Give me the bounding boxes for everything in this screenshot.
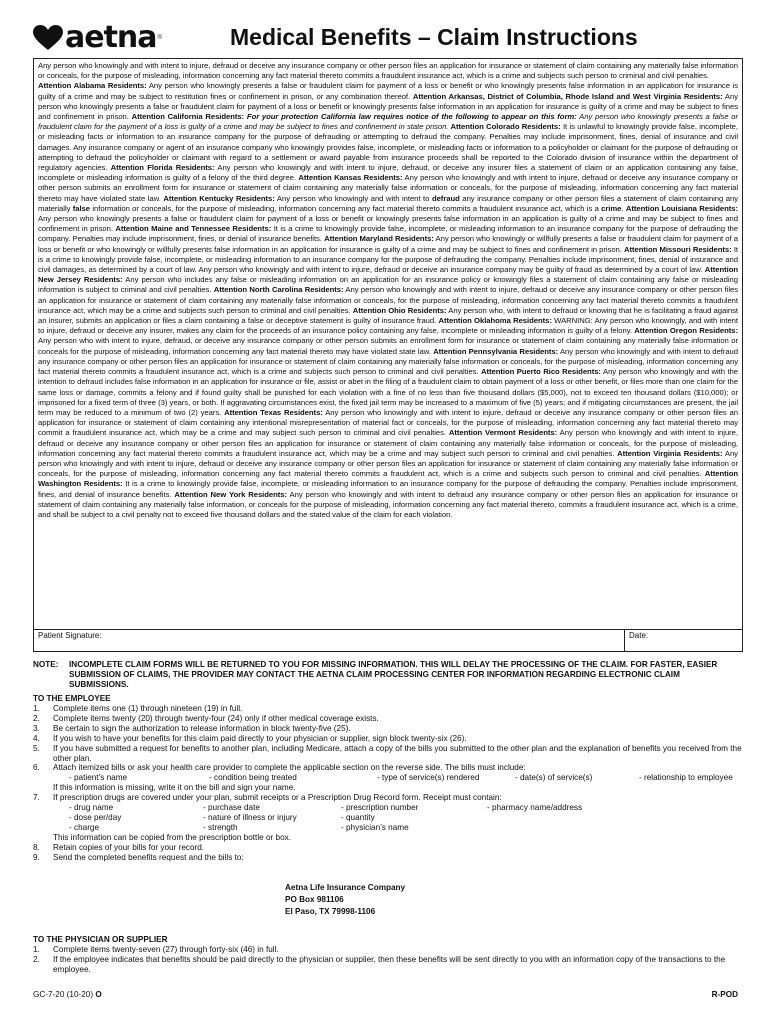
state-heading-pennsylvania: Attention Pennsylvania Residents: xyxy=(433,346,559,356)
state-text-louisiana: Any person who knowingly presents a false or fraudulent claim for payment of a loss or benefit or knowingly presents false information in an application is guilty of a crime and may be subject to fines and confinement in prison. xyxy=(38,214,738,234)
state-heading-north-carolina: Attention North Carolina Residents: xyxy=(213,285,344,295)
state-text-oklahoma: WARNING: Any person who knowingly, and with intent to injure, defraud or deceive any insurer, makes any claim for the proceeds of an insurance policy containing any false, incomplete or misleading information is guilty of a felony. xyxy=(38,316,738,336)
state-heading-oklahoma: Attention Oklahoma Residents: xyxy=(438,316,552,326)
bill-field: - patient’s name xyxy=(69,773,128,783)
state-text-california: Any person who knowingly presents a false or fraudulent claim for the payment of a loss is guilty of a crime and may be subject to fines and confinement in state prison. xyxy=(38,112,738,132)
rx-field: - pharmacy name/address xyxy=(487,803,583,813)
signature-row xyxy=(33,630,743,652)
fraud-general: Any person who knowingly and with intent to injure, defraud or deceive any insurance company or other person files an application for insurance or statement of claim containing any materially false information or conceals, for the purpose of misleading, information concerning any fact material thereto commits a fraudulent insurance act, which is a crime and subjects such person to criminal and civil penalties. xyxy=(38,61,738,81)
state-text-kentucky: Any person who knowingly and with intent to xyxy=(274,193,432,203)
list-item xyxy=(33,724,748,734)
item-text: If the employee indicates that benefits should be paid directly to the physician or supplier, then these benefits will be sent directly to you with an information copy of the transactions to the employee. xyxy=(53,954,726,974)
physician-instructions xyxy=(33,945,748,975)
item-number: 5. xyxy=(33,743,40,753)
state-heading-louisiana: Attention Louisiana Residents: xyxy=(625,203,738,213)
list-item xyxy=(33,955,748,975)
patient-signature-field[interactable]: Patient Signature: xyxy=(38,631,102,640)
state-heading-florida: Attention Florida Residents: xyxy=(110,163,215,173)
item-number: 8. xyxy=(33,843,40,853)
rx-field: - physician’s name xyxy=(341,823,409,833)
item-text: Attach itemized bills or ask your health care provider to complete the applicable section on the reverse side. The bills must include: xyxy=(53,763,526,773)
state-text-missouri: It is a crime to knowingly provide false, incomplete, or misleading information to an insurance company for the purpose of defrauding the company. Penalties include imprisonment, fines, denial of insurance and civil damages, as determined by a court of law. Any person who knowingly and with intent to injure, defraud or deceive an insurance company may be guilty of fraud as determined by a court of law. xyxy=(38,244,738,275)
mailing-address xyxy=(285,882,405,918)
item-text: Complete items twenty (20) through twenty-four (24) only if other medical coverage exists. xyxy=(53,713,379,723)
state-text-virginia: Any person who knowingly and with intent to injure, defraud or deceive any insurance company or other person files an application for insurance or statement of claim containing any materially false information or conceals, for the purpose of misleading, information concerning any fact material thereto commits a fraudulent act, which is a crime and subjects such person to criminal and civil penalties. xyxy=(38,448,738,479)
bill-field: - date(s) of service(s) xyxy=(515,773,593,783)
list-item xyxy=(33,714,748,724)
logo-wordmark: aetna xyxy=(65,20,157,55)
address-line: Aetna Life Insurance Company xyxy=(285,883,406,892)
note-label: NOTE: xyxy=(33,660,59,669)
item-text: Complete items one (1) through nineteen (19) in full. xyxy=(53,704,243,713)
state-text-texas: Any person who knowingly and with intent to injure, defraud or deceive any insurance company or other person files an application for insurance or statement of claim containing any intentional misrepresentation of material fact or conceals, for the purpose of misleading, information concerning any fact material thereto may commit a fraudulent insurance act, which may be a crime and may subject such person to criminal and civil penalties. xyxy=(38,407,738,438)
state-text-vermont: Any person who knowingly and with intent to injure, defraud or deceive any insurance company or other person files an application for insurance or statement of claim containing any materially false information or conceals, for the purpose of misleading, information concerning any fact material thereto commits a fraudulent insurance act, which may be a crime and may subject such person to criminal and civil penalties. xyxy=(38,428,738,458)
list-item xyxy=(33,734,748,744)
state-text-new-jersey: Any person who includes any false or misleading information on an application for an insurance policy or knowingly files a statement of claim containing any false or misleading information is subject to criminal and civil penalties. xyxy=(38,275,738,295)
form-right-code: R-POD xyxy=(711,990,738,999)
california-notice: For your protection California law requires notice of the following to appear on this form: xyxy=(244,112,577,122)
item-number: 1. xyxy=(33,945,40,954)
state-text-alabama: Any person who knowingly presents a false or fraudulent claim for payment of a loss or benefit or who knowingly presents false information in an application for insurance is guilty of a crime and may be subject to restitution fines or confinement in prison, or any combination thereof. xyxy=(38,81,738,101)
trademark-icon: ® xyxy=(157,35,162,41)
state-text-kentucky-3: information or conceals, for the purpose of misleading, information concerning any fact material thereto commits a fraudulent insurance act, which is a xyxy=(90,203,602,213)
aetna-logo xyxy=(33,20,162,55)
state-heading-maryland: Attention Maryland Residents: xyxy=(324,234,434,244)
rx-field: - dose per/day xyxy=(69,813,122,823)
state-heading-vermont: Attention Vermont Residents: xyxy=(448,428,558,438)
item-text: If prescription drugs are covered under your plan, submit receipts or a Prescription Drug Record form. Receipt must contain: xyxy=(53,793,502,803)
page-title: Medical Benefits – Claim Instructions xyxy=(230,24,638,50)
state-text-arkansas: Any person who knowingly presents a false or fraudulent claim for payment of a loss or benefit or knowingly presents false information in an application for insurance is guilty of a crime and may be subject to fines and confinement in prison. xyxy=(38,91,738,122)
rx-field: - drug name xyxy=(69,803,114,813)
rx-fields-row xyxy=(33,813,748,823)
list-item-continuation xyxy=(33,833,748,843)
state-heading-puerto-rico: Attention Puerto Rico Residents: xyxy=(480,367,601,377)
state-text-colorado: It is unlawful to knowingly provide false, incomplete, or misleading facts or information to an insurance company for the purpose of defrauding or attempting to defraud the company. Penalties may include imprisonment, fines, denial of insurance and civil damages. Any insurance company or agent of an insurance company who knowingly provides false, incomplete, or misleading facts or information to a policyholder or claimant for the purpose of defrauding or attempting to defraud the policyholder or claimant with regard to a settlement or award payable from insurance proceeds shall be reported to the Colorado division of insurance within the department of regulatory agencies. xyxy=(38,122,738,173)
state-heading-missouri: Attention Missouri Residents: xyxy=(624,244,732,254)
page-header xyxy=(33,22,743,56)
state-heading-texas: Attention Texas Residents: xyxy=(224,407,323,417)
state-heading-ohio: Attention Ohio Residents: xyxy=(352,305,447,315)
rx-note: This information can be copied from the prescription bottle or box. xyxy=(53,833,292,843)
state-text-kansas: Any person who knowingly and with intent to injure, defraud or deceive any insurance company or other person submits an enrollment form for insurance or statement of claim containing any materially false information or conceals, for the purpose of misleading, information concerning any fact material thereto may have violated state law. xyxy=(38,173,738,203)
item-number: 1. xyxy=(33,704,40,713)
rx-fields-row xyxy=(33,803,748,813)
date-field[interactable] xyxy=(624,630,744,651)
heart-icon xyxy=(33,25,63,51)
item-text: If you wish to have your benefits for this claim paid directly to your physician or supplier, sign block twenty-six (26). xyxy=(53,733,467,743)
item-text: If you have submitted a request for benefits to another plan, including Medicare, attach a copy of the bills you submitted to the other plan and the explanation of benefits you received from the other plan. xyxy=(53,743,742,763)
state-heading-new-york: Attention New York Residents: xyxy=(174,489,288,499)
address-line: El Paso, TX 79998-1106 xyxy=(285,907,376,916)
bill-field: - condition being treated xyxy=(209,773,297,783)
state-text-pennsylvania: Any person who knowingly and with intent to defraud any insurance company or other person files an application for insurance or statement of claim containing any materially false information or conceals, for the purpose of misleading, information concerning any fact material thereto commits a fraudulent insurance act, which is a crime and subjects such person to criminal and civil penalties. xyxy=(38,346,738,377)
list-item xyxy=(33,945,748,955)
state-text-washington: It is a crime to knowingly provide false, incomplete, or misleading information to an insurance company for the purpose of defrauding the company. Penalties include imprisonment, fines, and denial of insurance benefits. xyxy=(38,479,738,499)
form-code-text: GC-7-20 (10-20) xyxy=(33,990,94,999)
address-line: PO Box 981106 xyxy=(285,895,344,904)
state-heading-new-jersey: Attention New Jersey Residents: xyxy=(38,265,738,285)
state-heading-kansas: Attention Kansas Residents: xyxy=(298,173,403,183)
list-item-continuation xyxy=(33,783,748,793)
kentucky-emphasis-crime: crime xyxy=(601,203,622,213)
list-item xyxy=(33,763,748,773)
kentucky-emphasis-defraud: defraud xyxy=(431,193,460,203)
state-heading-alabama: Attention Alabama Residents: xyxy=(38,81,147,91)
rx-field: - quantity xyxy=(341,813,375,823)
employee-heading: TO THE EMPLOYEE xyxy=(33,694,111,703)
state-text-oregon: Any person who with intent to injure, defraud, or deceive any insurance company or other person submits an enrollment form for insurance or statement of claim containing any materially false information or conceals for the purpose of misleading, information concerning any fact material thereto may have violated state law. xyxy=(38,336,738,356)
form-code-suffix: O xyxy=(95,990,102,999)
bill-fields-row xyxy=(33,773,748,783)
physician-heading: TO THE PHYSICIAN OR SUPPLIER xyxy=(33,935,168,944)
state-heading-washington: Attention Washington Residents: xyxy=(38,469,738,489)
state-heading-colorado: Attention Colorado Residents: xyxy=(448,122,561,132)
item-number: 3. xyxy=(33,723,40,733)
item-text: Retain copies of your bills for your record. xyxy=(53,843,205,853)
list-item xyxy=(33,704,748,714)
state-text-new-york: Any person who knowingly and with intent to defraud any insurance company or other person files an application for insurance or statement of claim containing any materially false information, or conceals for the purpose of misleading, information concerning any fact material thereto, commits a fraudulent insurance act, which is a crime, and shall be subject to a civil penalty not to exceed five thousand dollars and the stated value of the claim for each violation. xyxy=(38,489,738,519)
item-number: 6. xyxy=(33,763,40,773)
rx-field: - strength xyxy=(203,823,238,833)
bill-field: - type of service(s) rendered xyxy=(377,773,480,783)
item-number: 2. xyxy=(33,713,40,723)
state-text-ohio: Any person who, with intent to defraud or knowing that he is facilitating a fraud against an insurer, submits an application or files a claim containing a false or deceptive statement is guilty of insurance fraud. xyxy=(38,305,738,326)
rx-field: - prescription number xyxy=(341,803,419,813)
state-text-puerto-rico: Any person who knowingly and with the intention to defraud includes false information in an application for insurance or file, assist or abet in the filing of a fraudulent claim to obtain payment of a loss or other benefit, or files more than one claim for the same loss or damage, commits a felony and if found guilty shall be punished for each violation with a fine of no less than five thousand dollars ($5,000), not to exceed ten thousand dollars ($10,000); or imprisoned for a fixed term of three (3) years, or both. If aggravating circumstances exist, the fixed jail term may be increased to a maximum of five (5) years; and if mitigating circumstances are present, the jail term may be reduced to a minimum of two (2) years. xyxy=(38,367,738,417)
list-item xyxy=(33,744,748,764)
kentucky-emphasis-false: false xyxy=(72,203,91,213)
item-number: 2. xyxy=(33,954,40,964)
state-heading-virginia: Attention Virginia Residents: xyxy=(617,448,723,458)
rx-field: - purchase date xyxy=(203,803,260,813)
item-text: Complete items twenty-seven (27) through forty-six (46) in full. xyxy=(53,945,279,954)
form-code xyxy=(33,990,102,999)
state-text-florida: Any person who knowingly and with intent to injure, defraud, or deceive any insurer files a statement of claim or an application containing any false, incomplete or misleading information is guilty of a felony of the third degree. xyxy=(38,163,738,183)
note-text: INCOMPLETE CLAIM FORMS WILL BE RETURNED TO YOU FOR MISSING INFORMATION. THIS WILL DELAY THE PROCESSING OF THE CLAIM. FOR FASTER, EASIER SUBMISSION OF CLAIMS, THE PROVIDER MAY CONTACT THE AETNA CLAIM PROCESSING CENTER FOR INFORMATION REGARDING ELECTRONIC CLAIM SUBMISSIONS. xyxy=(69,660,718,689)
rx-field: - nature of illness or injury xyxy=(203,813,297,823)
date-label: Date: xyxy=(629,631,649,640)
missing-info-note xyxy=(33,660,743,689)
list-item xyxy=(33,853,748,863)
state-text-maine-tennessee: It is a crime to knowingly provide false, incomplete, or misleading information to an insurance company for the purpose of defrauding the company. Penalties may include imprisonment, fines, or denial of insurance benefits. xyxy=(38,224,739,244)
bill-missing-note: If this information is missing, write it on the bill and sign your name. xyxy=(53,783,296,793)
bill-field: - relationship to employee xyxy=(639,773,733,783)
state-heading-california: Attention California Residents: xyxy=(131,112,245,122)
item-number: 4. xyxy=(33,733,40,743)
state-heading-oregon: Attention Oregon Residents: xyxy=(634,326,738,336)
fraud-warning-box xyxy=(33,58,743,630)
item-text: Be certain to sign the authorization to release information in block twenty-five (25). xyxy=(53,723,351,733)
state-heading-kentucky: Attention Kentucky Residents: xyxy=(163,193,275,203)
state-text-maryland: Any person who knowingly or willfully presents a false or fraudulent claim for payment of a loss or benefit or who knowingly or willfully presents false information in an application for insurance is guilty of a crime and may be subject to fines and confinement in prison. xyxy=(38,234,738,254)
item-text: Send the completed benefits request and the bills to: xyxy=(53,852,244,862)
list-item xyxy=(33,793,748,803)
employee-instructions xyxy=(33,704,748,863)
state-heading-maine-tennessee: Attention Maine and Tennessee Residents: xyxy=(115,224,272,234)
item-number: 7. xyxy=(33,793,40,803)
rx-fields-row xyxy=(33,823,748,833)
state-heading-arkansas: Attention Arkansas, District of Columbia, Rhode Island and West Virginia Residents: xyxy=(412,91,723,101)
state-text-kentucky-2: any insurance company or other person files a statement of claim containing any materially xyxy=(38,193,739,213)
rx-field: - charge xyxy=(69,823,100,833)
fraud-warning-text xyxy=(34,59,742,520)
item-number: 9. xyxy=(33,852,40,862)
state-text-north-carolina: Any person who knowingly and with intent to injure, defraud or deceive any insurance company or other person files an application for insurance or statement of claim containing any materially false information or conceals, for the purpose of misleading, information concerning any fact material thereto commits a fraudulent insurance act, which may be a crime and subjects such person to criminal and civil penalties. xyxy=(38,285,738,315)
list-item xyxy=(33,843,748,853)
state-text-kentucky-4: . xyxy=(621,203,626,213)
